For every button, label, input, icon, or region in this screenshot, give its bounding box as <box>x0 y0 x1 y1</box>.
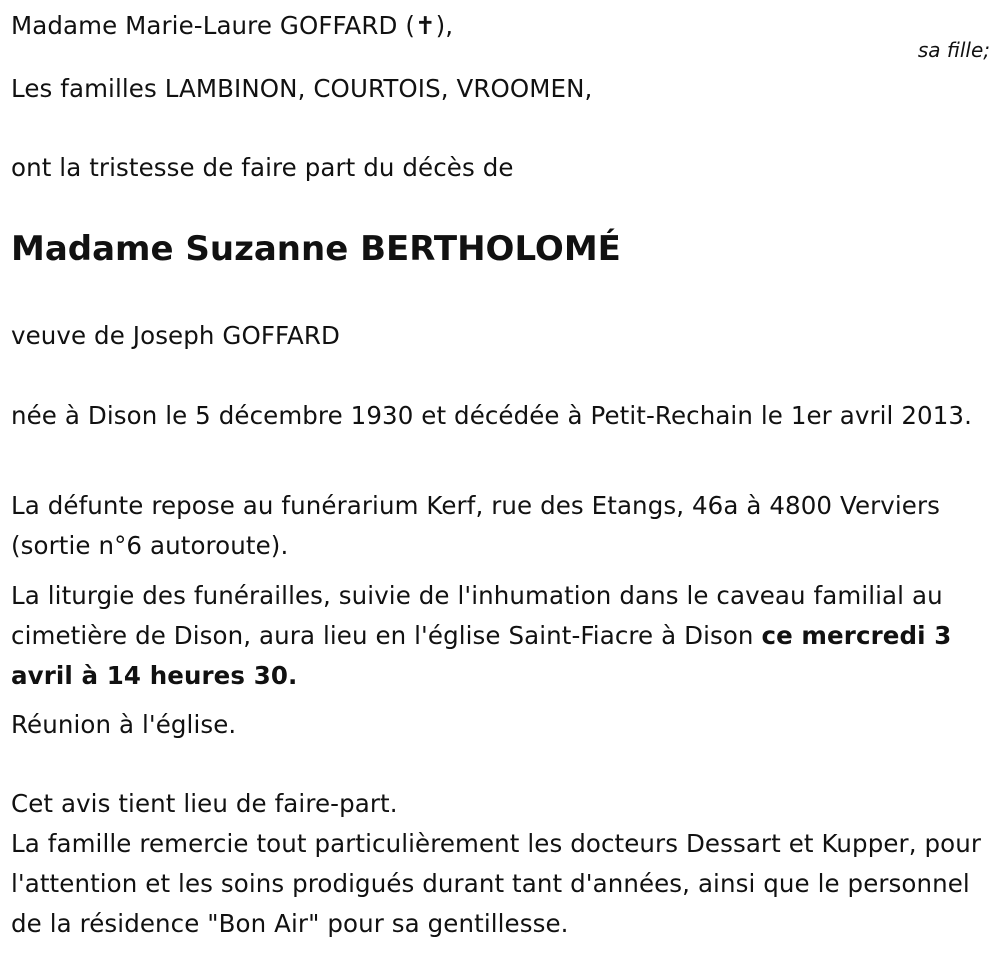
widow-of-line: veuve de Joseph GOFFARD <box>11 321 340 350</box>
family-member-line: Madame Marie-Laure GOFFARD (✝), <box>11 11 454 40</box>
meeting-line: Réunion à l'église. <box>11 710 237 739</box>
notice-line: Cet avis tient lieu de faire-part. <box>11 789 398 818</box>
birth-death-paragraph: née à Dison le 5 décembre 1930 et décédée à Petit-Rechain le 1er avril 2013. <box>11 401 972 430</box>
liturgy-paragraph <box>11 576 996 696</box>
repose-paragraph: La défunte repose au funérarium Kerf, rue des Etangs, 46a à 4800 Verviers (sortie n°6 autoroute). <box>11 491 941 560</box>
families-line: Les familles LAMBINON, COURTOIS, VROOMEN, <box>11 74 593 103</box>
deceased-name: Madame Suzanne BERTHOLOMÉ <box>11 229 621 269</box>
liturgy-date-emphasis: ce mercredi 3 avril à 14 heures 30. <box>11 621 952 690</box>
thanks-paragraph: La famille remercie tout particulièrement les docteurs Dessart et Kupper, pour l'attention et les soins prodigués durant tant d'années, ainsi que le personnel de la résidence "Bon Air" pour sa gentillesse. <box>11 829 982 938</box>
liturgy-text: La liturgie des funérailles, suivie de l'inhumation dans le caveau familial au cimetière de Dison, aura lieu en l'église Saint-Fiacre à Dison <box>11 581 943 650</box>
announcement-line: ont la tristesse de faire part du décès de <box>11 153 514 182</box>
relation-note: sa fille; <box>917 38 990 62</box>
